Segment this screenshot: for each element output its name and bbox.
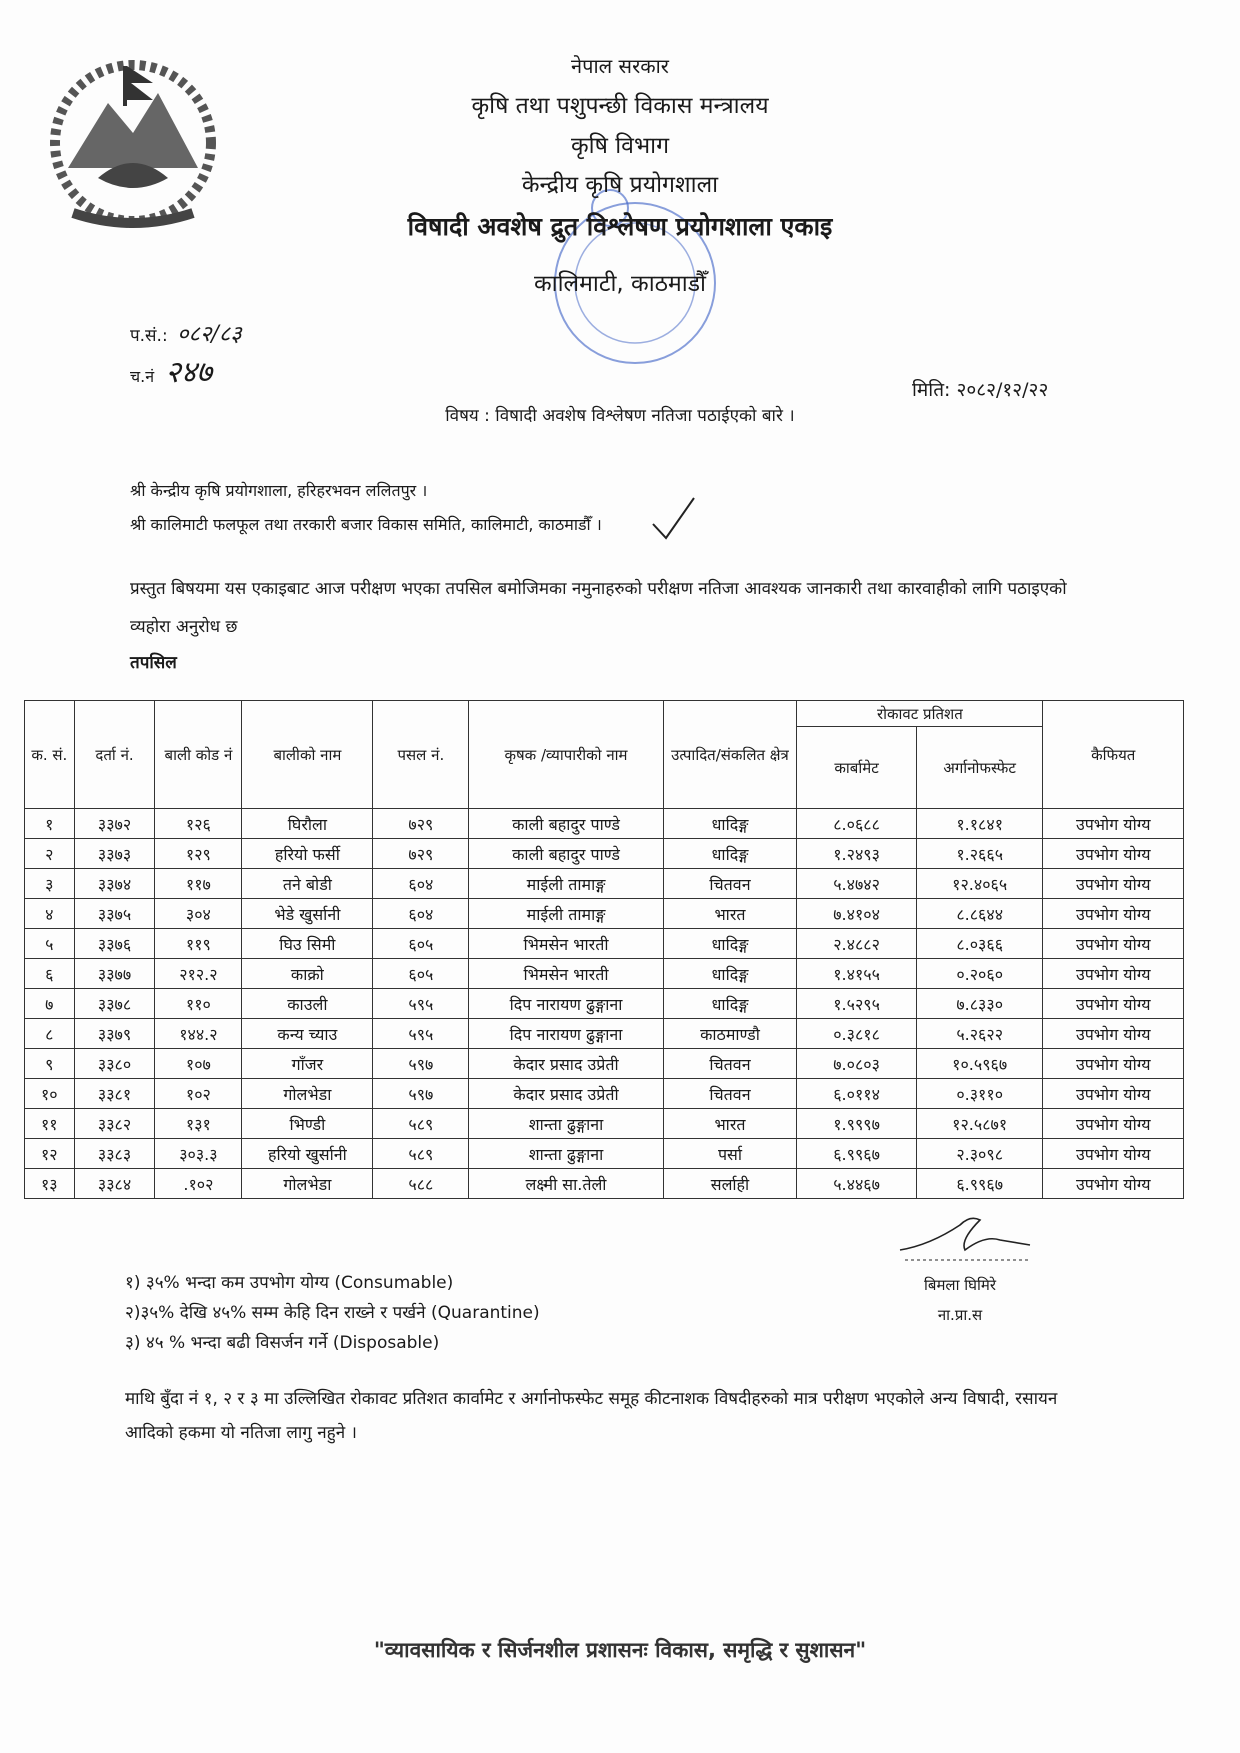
cell-area: धादिङ्ग xyxy=(663,839,797,869)
cell-rem: उपभोग योग्य xyxy=(1043,809,1184,839)
cell-code: ११९ xyxy=(155,929,242,959)
table-row xyxy=(25,1139,1184,1169)
th-area: उत्पादित/संकलित क्षेत्र xyxy=(663,701,797,809)
cell-area: भारत xyxy=(663,899,797,929)
cell-carb: ६.०११४ xyxy=(797,1079,917,1109)
recipient-1: श्री केन्द्रीय कृषि प्रयोगशाला, हरिहरभवन ललितपुर । xyxy=(130,481,428,500)
cell-rem: उपभोग योग्य xyxy=(1043,929,1184,959)
cell-code: २१२.२ xyxy=(155,959,242,989)
cell-org: १.२६६५ xyxy=(916,839,1043,869)
signer-title: ना.प्रा.स xyxy=(937,1306,983,1324)
cell-pasal: ५९७ xyxy=(373,1079,469,1109)
cell-code: १३१ xyxy=(155,1109,242,1139)
cell-darta: ३३८३ xyxy=(74,1139,155,1169)
cell-darta: ३३७९ xyxy=(74,1019,155,1049)
recipient-2: श्री कालिमाटी फलफूल तथा तरकारी बजार विकास समिति, कालिमाटी, काठमाडौँ । xyxy=(130,515,602,534)
cell-sn: ७ xyxy=(25,989,75,1019)
cell-carb: ५.४४६७ xyxy=(797,1169,917,1199)
cell-crop: गोलभेडा xyxy=(242,1079,373,1109)
table-row xyxy=(25,959,1184,989)
ps-label: प.सं.: xyxy=(130,326,168,346)
cell-pasal: ५८८ xyxy=(373,1169,469,1199)
cell-code: १०७ xyxy=(155,1049,242,1079)
cell-code: १२९ xyxy=(155,839,242,869)
th-inhibition: रोकावट प्रतिशत xyxy=(797,701,1043,727)
cell-code: ३०३.३ xyxy=(155,1139,242,1169)
cell-org: १२.५८७१ xyxy=(916,1109,1043,1139)
header-lab: केन्द्रीय कृषि प्रयोगशाला xyxy=(521,172,719,198)
cell-sn: ९ xyxy=(25,1049,75,1079)
cell-area: काठमाण्डौ xyxy=(663,1019,797,1049)
cell-carb: ६.९९६७ xyxy=(797,1139,917,1169)
cell-farmer: केदार प्रसाद उप्रेती xyxy=(469,1049,663,1079)
cell-darta: ३३७४ xyxy=(74,869,155,899)
cell-crop: घिउ सिमी xyxy=(242,929,373,959)
th-remarks: कैफियत xyxy=(1043,701,1184,809)
cell-darta: ३३७८ xyxy=(74,989,155,1019)
ps-value: ०८२/८३ xyxy=(177,322,242,347)
cell-org: ७.८३३० xyxy=(916,989,1043,1019)
cell-rem: उपभोग योग्य xyxy=(1043,1139,1184,1169)
cell-area: धादिङ्ग xyxy=(663,959,797,989)
cell-rem: उपभोग योग्य xyxy=(1043,1169,1184,1199)
cell-pasal: ५९५ xyxy=(373,989,469,1019)
table-row xyxy=(25,839,1184,869)
cell-farmer: केदार प्रसाद उप्रेती xyxy=(469,1079,663,1109)
cell-sn: ४ xyxy=(25,899,75,929)
cell-carb: ८.०६८८ xyxy=(797,809,917,839)
cell-sn: ५ xyxy=(25,929,75,959)
cell-carb: ७.०८०३ xyxy=(797,1049,917,1079)
cell-farmer: काली बहादुर पाण्डे xyxy=(469,839,663,869)
cell-code: १४४.२ xyxy=(155,1019,242,1049)
cell-area: धादिङ्ग xyxy=(663,809,797,839)
cell-rem: उपभोग योग्य xyxy=(1043,989,1184,1019)
cell-carb: ७.४१०४ xyxy=(797,899,917,929)
cell-pasal: ६०५ xyxy=(373,929,469,959)
cell-carb: ५.४७४२ xyxy=(797,869,917,899)
cell-sn: ६ xyxy=(25,959,75,989)
cell-pasal: ५८९ xyxy=(373,1139,469,1169)
cell-org: ८.०३६६ xyxy=(916,929,1043,959)
table-row xyxy=(25,899,1184,929)
th-crop: बालीको नाम xyxy=(242,701,373,809)
cell-rem: उपभोग योग्य xyxy=(1043,899,1184,929)
cn-label: च.नं xyxy=(130,367,155,386)
header-ministry: कृषि तथा पशुपन्छी विकास मन्त्रालय xyxy=(471,93,769,119)
note-1: १) ३५% भन्दा कम उपभोग योग्य (Consumable) xyxy=(125,1273,454,1293)
cell-area: चितवन xyxy=(663,1049,797,1079)
cell-farmer: भिमसेन भारती xyxy=(469,929,663,959)
tapasil-label: तपसिल xyxy=(130,653,177,673)
cell-code: १०२ xyxy=(155,1079,242,1109)
footer-slogan: "व्यावसायिक र सिर्जनशील प्रशासनः विकास, समृद्धि र सुशासन" xyxy=(373,1638,867,1662)
cell-carb: २.४८८२ xyxy=(797,929,917,959)
cell-sn: १० xyxy=(25,1079,75,1109)
cell-farmer: माईली तामाङ्ग xyxy=(469,899,663,929)
cell-area: चितवन xyxy=(663,1079,797,1109)
cell-rem: उपभोग योग्य xyxy=(1043,1109,1184,1139)
table-row xyxy=(25,1109,1184,1139)
signature-icon xyxy=(890,1205,1040,1265)
table-row xyxy=(25,929,1184,959)
cell-crop: काक्रो xyxy=(242,959,373,989)
cell-pasal: ६०४ xyxy=(373,899,469,929)
cell-farmer: लक्ष्मी सा.तेली xyxy=(469,1169,663,1199)
cell-rem: उपभोग योग्य xyxy=(1043,839,1184,869)
cell-darta: ३३८४ xyxy=(74,1169,155,1199)
cell-darta: ३३७७ xyxy=(74,959,155,989)
cell-pasal: ७२९ xyxy=(373,809,469,839)
cell-pasal: ७२९ xyxy=(373,839,469,869)
cell-sn: ८ xyxy=(25,1019,75,1049)
cell-rem: उपभोग योग्य xyxy=(1043,1079,1184,1109)
cell-crop: हरियो फर्सी xyxy=(242,839,373,869)
letter-date: मिति: २०८२/१२/२२ xyxy=(912,379,1049,401)
cell-org: ०.२०६० xyxy=(916,959,1043,989)
notes-list xyxy=(125,1268,540,1358)
cell-code: ११० xyxy=(155,989,242,1019)
cell-pasal: ५९५ xyxy=(373,1019,469,1049)
cell-sn: १ xyxy=(25,809,75,839)
subject-line: विषय : विषादी अवशेष विश्लेषण नतिजा पठाईएको बारे । xyxy=(445,406,795,426)
cell-darta: ३३८२ xyxy=(74,1109,155,1139)
cell-sn: २ xyxy=(25,839,75,869)
cell-darta: ३३८१ xyxy=(74,1079,155,1109)
table-row xyxy=(25,989,1184,1019)
cell-darta: ३३७५ xyxy=(74,899,155,929)
cell-farmer: काली बहादुर पाण्डे xyxy=(469,809,663,839)
cell-sn: १३ xyxy=(25,1169,75,1199)
table-row xyxy=(25,1079,1184,1109)
cell-area: चितवन xyxy=(663,869,797,899)
th-pasal: पसल नं. xyxy=(373,701,469,809)
cell-area: धादिङ्ग xyxy=(663,989,797,1019)
cell-rem: उपभोग योग्य xyxy=(1043,869,1184,899)
header-unit: विषादी अवशेष द्रुत विश्लेषण प्रयोगशाला एकाइ xyxy=(407,212,833,241)
cell-rem: उपभोग योग्य xyxy=(1043,959,1184,989)
table-row xyxy=(25,1049,1184,1079)
cell-area: पर्सा xyxy=(663,1139,797,1169)
cell-org: ६.९९६७ xyxy=(916,1169,1043,1199)
cell-sn: ११ xyxy=(25,1109,75,1139)
cell-farmer: शान्ता ढुङ्गाना xyxy=(469,1109,663,1139)
cell-area: सर्लाही xyxy=(663,1169,797,1199)
cell-crop: भिण्डी xyxy=(242,1109,373,1139)
note-2: २)३५% देखि ४५% सम्म केहि दिन राख्ने र पर्खने (Quarantine) xyxy=(125,1303,540,1323)
cell-darta: ३३७६ xyxy=(74,929,155,959)
cell-carb: १.५२९५ xyxy=(797,989,917,1019)
th-sn: क. सं. xyxy=(25,701,75,809)
cell-area: भारत xyxy=(663,1109,797,1139)
cell-rem: उपभोग योग्य xyxy=(1043,1049,1184,1079)
cell-pasal: ६०४ xyxy=(373,869,469,899)
signer-name: बिमला घिमिरे xyxy=(924,1276,996,1294)
cell-org: ८.८६४४ xyxy=(916,899,1043,929)
cell-farmer: शान्ता ढुङ्गाना xyxy=(469,1139,663,1169)
cell-sn: ३ xyxy=(25,869,75,899)
cell-code: .१०२ xyxy=(155,1169,242,1199)
cell-code: १२६ xyxy=(155,809,242,839)
cell-sn: १२ xyxy=(25,1139,75,1169)
note-3: ३) ४५ % भन्दा बढी विसर्जन गर्ने (Disposable) xyxy=(125,1333,440,1353)
header-department: कृषि विभाग xyxy=(570,133,670,159)
table-row xyxy=(25,1169,1184,1199)
table-row xyxy=(25,1019,1184,1049)
header-location: कालिमाटी, काठमाडौँ xyxy=(533,271,706,297)
th-organo: अर्गानोफस्फेट xyxy=(916,727,1043,809)
cell-org: ०.३११० xyxy=(916,1079,1043,1109)
table-row xyxy=(25,809,1184,839)
cell-farmer: भिमसेन भारती xyxy=(469,959,663,989)
th-carbamate: कार्बामेट xyxy=(797,727,917,809)
th-farmer: कृषक /व्यापारीको नाम xyxy=(469,701,663,809)
cell-crop: कन्य च्याउ xyxy=(242,1019,373,1049)
cell-code: ३०४ xyxy=(155,899,242,929)
cell-crop: गोलभेडा xyxy=(242,1169,373,1199)
results-table xyxy=(24,700,1184,1199)
cell-carb: ०.३८१८ xyxy=(797,1019,917,1049)
cell-crop: भेडे खुर्सानी xyxy=(242,899,373,929)
cell-pasal: ५९७ xyxy=(373,1049,469,1079)
table-row xyxy=(25,869,1184,899)
cell-crop: गाँजर xyxy=(242,1049,373,1079)
closing-paragraph: माथि बुँदा नं १, २ र ३ मा उल्लिखित रोकावट प्रतिशत कार्वामेट र अर्गानोफस्फेट समूह कीटनाशक विषदीहरुको मात्र परीक्षण भएकोले अन्य विषादी, रसायन आदिको हकमा यो नतिजा लागु नहुने । xyxy=(125,1389,1058,1443)
cell-pasal: ६०५ xyxy=(373,959,469,989)
checkmark-icon xyxy=(648,494,698,544)
cell-carb: १.४१५५ xyxy=(797,959,917,989)
th-code: बाली कोड नं xyxy=(155,701,242,809)
cell-carb: १.९९९७ xyxy=(797,1109,917,1139)
cell-crop: घिरौला xyxy=(242,809,373,839)
cell-rem: उपभोग योग्य xyxy=(1043,1019,1184,1049)
signer-block xyxy=(880,1270,1040,1330)
reference-number xyxy=(130,318,242,348)
cell-org: १२.४०६५ xyxy=(916,869,1043,899)
header-line-1: नेपाल सरकार xyxy=(571,54,669,78)
cell-farmer: दिप नारायण ढुङ्गाना xyxy=(469,989,663,1019)
cell-pasal: ५८९ xyxy=(373,1109,469,1139)
cell-darta: ३३७३ xyxy=(74,839,155,869)
cell-org: १.१८४१ xyxy=(916,809,1043,839)
cell-crop: हरियो खुर्सानी xyxy=(242,1139,373,1169)
th-darta: दर्ता नं. xyxy=(74,701,155,809)
cell-farmer: दिप नारायण ढुङ्गाना xyxy=(469,1019,663,1049)
cell-carb: १.२४९३ xyxy=(797,839,917,869)
cell-crop: तने बोडी xyxy=(242,869,373,899)
cell-darta: ३३७२ xyxy=(74,809,155,839)
body-paragraph: प्रस्तुत बिषयमा यस एकाइबाट आज परीक्षण भएका तपसिल बमोजिमका नमुनाहरुको परीक्षण नतिजा आवश्यक जानकारी तथा कारवाहीको लागि पठाइएको व्यहोरा अनुरोध छ xyxy=(130,579,1067,637)
cell-org: ५.२६२२ xyxy=(916,1019,1043,1049)
cell-crop: काउली xyxy=(242,989,373,1019)
cell-code: ११७ xyxy=(155,869,242,899)
cell-org: २.३०९८ xyxy=(916,1139,1043,1169)
cell-area: धादिङ्ग xyxy=(663,929,797,959)
dispatch-number xyxy=(130,350,212,391)
cell-darta: ३३८० xyxy=(74,1049,155,1079)
cell-org: १०.५९६७ xyxy=(916,1049,1043,1079)
cn-value: २४७ xyxy=(165,355,213,390)
cell-farmer: माईली तामाङ्ग xyxy=(469,869,663,899)
